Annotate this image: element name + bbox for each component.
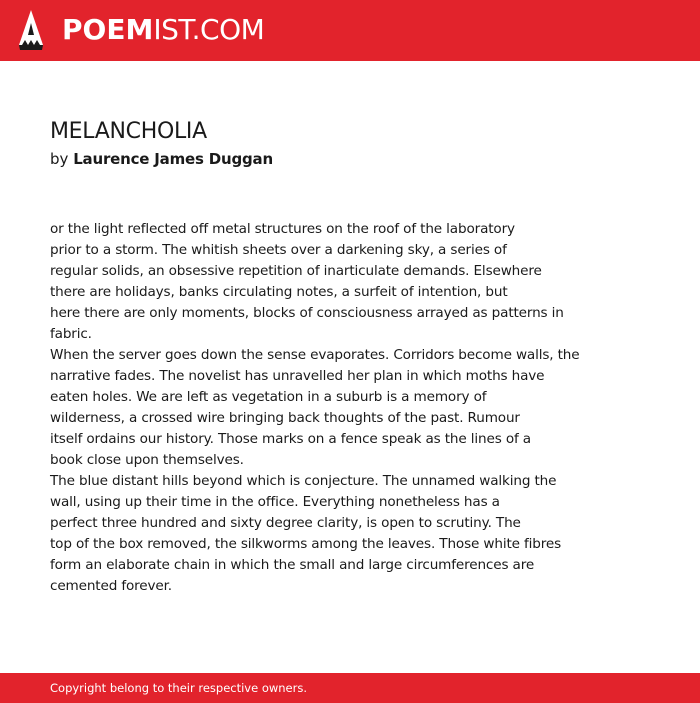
by-label: by (50, 150, 69, 168)
copyright-text: Copyright belong to their respective owners. (50, 681, 308, 695)
site-footer (0, 673, 700, 703)
poem-line: fabric. (50, 326, 92, 342)
poem-line: When the server goes down the sense evaporates. Corridors become walls, the (50, 347, 580, 363)
poem-line: narrative fades. The novelist has unravelled her plan in which moths have (50, 368, 545, 384)
poem-body (50, 219, 650, 597)
poem-line: or the light reflected off metal structures on the roof of the laboratory (50, 221, 515, 237)
site-logo[interactable] (62, 12, 264, 48)
poem-line: top of the box removed, the silkworms among the leaves. Those white fibres (50, 536, 562, 552)
poem-line: form an elaborate chain in which the small and large circumferences are (50, 557, 535, 573)
poem-line: regular solids, an obsessive repetition of inarticulate demands. Elsewhere (50, 263, 542, 279)
pencil-icon (18, 9, 44, 51)
site-header (0, 0, 700, 61)
poem-line: eaten holes. We are left as vegetation in a suburb is a memory of (50, 389, 487, 405)
poem-author: Laurence James Duggan (73, 150, 273, 168)
logo-bold-text: POEM (62, 13, 154, 46)
poem-byline (50, 149, 273, 169)
poem-line: cemented forever. (50, 578, 172, 594)
poem-title: MELANCHOLIA (50, 119, 207, 144)
poem-line: wilderness, a crossed wire bringing back thoughts of the past. Rumour (50, 410, 520, 426)
poem-line: wall, using up their time in the office. Everything nonetheless has a (50, 494, 500, 510)
poem-line: The blue distant hills beyond which is conjecture. The unnamed walking the (50, 473, 557, 489)
poem-line: here there are only moments, blocks of consciousness arrayed as patterns in (50, 305, 564, 321)
poem-line: there are holidays, banks circulating notes, a surfeit of intention, but (50, 284, 508, 300)
poem-line: prior to a storm. The whitish sheets over a darkening sky, a series of (50, 242, 507, 258)
poem-line: perfect three hundred and sixty degree clarity, is open to scrutiny. The (50, 515, 521, 531)
poem-line: itself ordains our history. Those marks on a fence speak as the lines of a (50, 431, 531, 447)
poem-line: book close upon themselves. (50, 452, 244, 468)
logo-light-text: IST.COM (153, 13, 265, 46)
